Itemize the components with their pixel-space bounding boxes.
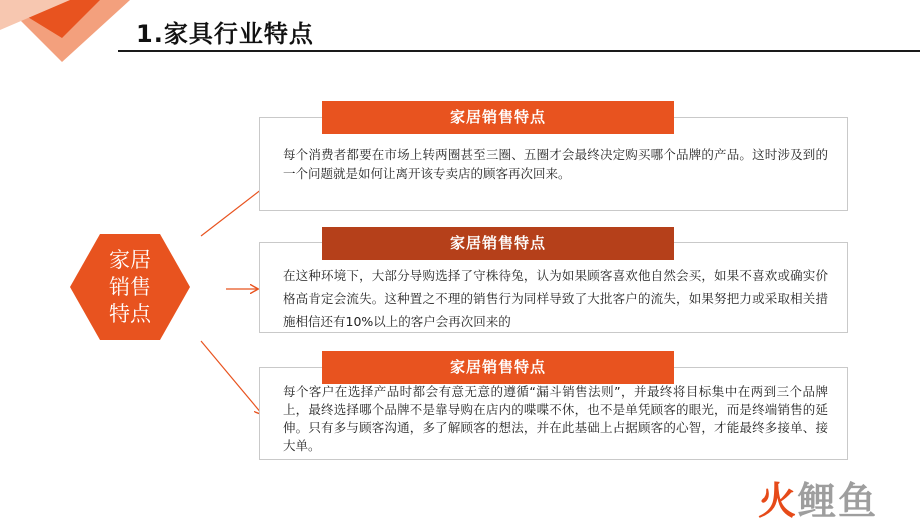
card-1-header: 家居销售特点 <box>322 101 674 134</box>
card-3-header: 家居销售特点 <box>322 351 674 384</box>
logo-part-1: 火 <box>758 479 799 523</box>
center-label-line-3: 特点 <box>109 302 151 326</box>
card-1-text: 每个消费者都要在市场上转两圈甚至三圈、五圈才会最终决定购买哪个品牌的产品。这时涉及到的一个问题就是如何让离开该专卖店的顾客再次回来。 <box>283 147 828 181</box>
card-2-header: 家居销售特点 <box>322 227 674 260</box>
center-label-line-2: 销售 <box>109 275 151 299</box>
card-2-text: 在这种环境下，大部分导购选择了守株待兔，认为如果顾客喜欢他自然会买，如果不喜欢或确实价格高肯定会流失。这种置之不理的销售行为同样导致了大批客户的流失，如果努把力或采取相关措施相信还有10%以上的客户会再次回来的 <box>283 268 828 329</box>
arrow-bottom <box>201 341 262 414</box>
logo-part-2: 鲤鱼 <box>798 479 879 523</box>
center-label-line-1: 家居 <box>109 248 151 272</box>
page-title: 1.家具行业特点 <box>136 20 314 48</box>
card-3-text: 每个客户在选择产品时都会有意无意的遵循“漏斗销售法则”，并最终将目标集中在两到三个品牌上，最终选择哪个品牌不是靠导购在店内的喋喋不休，也不是单凭顾客的眼光，而是终端销售的延伸。只有多与顾客沟通，多了解顾客的想法，并在此基础上占据顾客的心智，才能最终多接单、接大单。 <box>283 384 828 453</box>
